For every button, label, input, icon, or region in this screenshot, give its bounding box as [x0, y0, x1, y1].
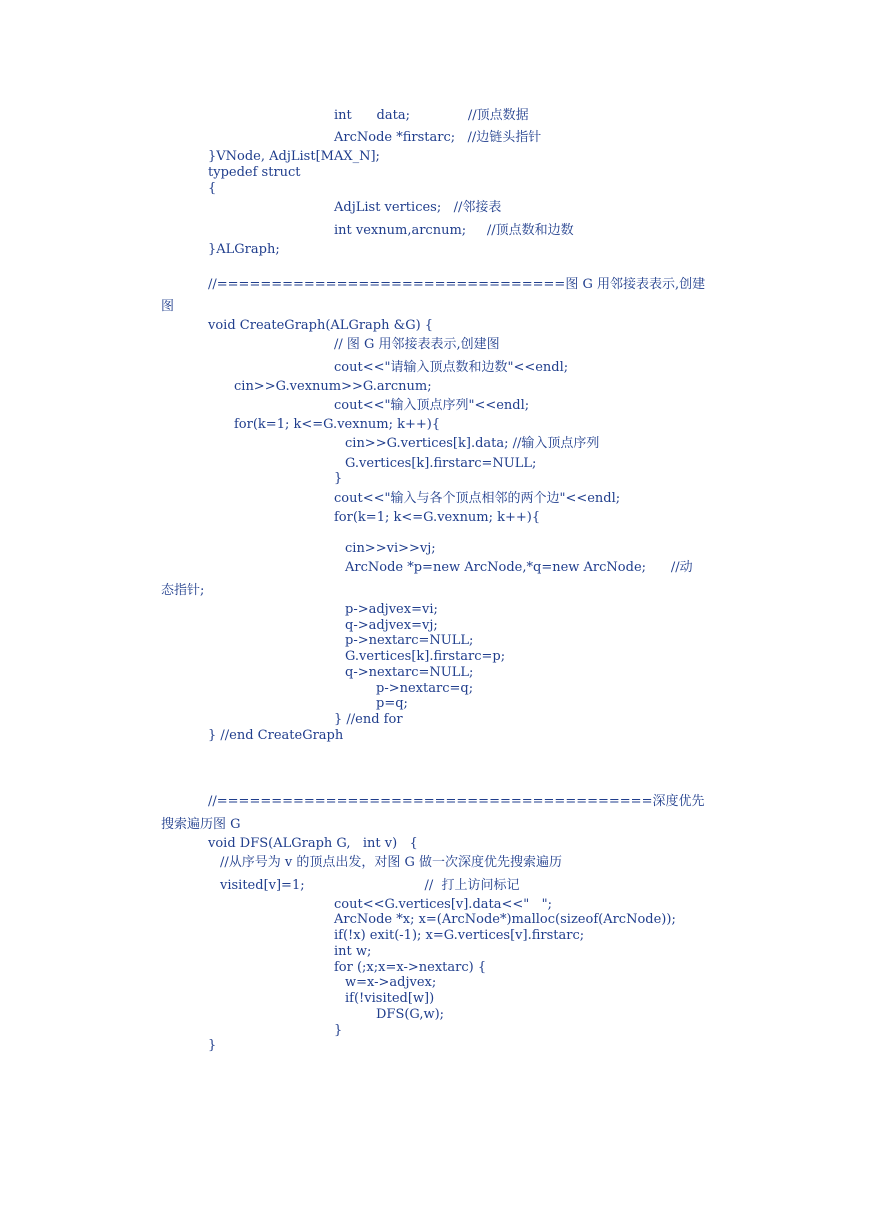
code-line: } — [334, 471, 343, 486]
code-line: AdjList vertices; //邻接表 — [334, 200, 502, 215]
code-line: for(k=1; k<=G.vexnum; k++){ — [334, 510, 541, 525]
code-line: for(k=1; k<=G.vexnum; k++){ — [234, 417, 441, 432]
code-line: cout<<"输入顶点序列"<<endl; — [334, 398, 530, 413]
code-line: } — [208, 1038, 217, 1053]
code-line: }ALGraph; — [208, 242, 280, 257]
comment-line: // 图 G 用邻接表表示,创建图 — [334, 337, 500, 352]
code-line: ArcNode *p=new ArcNode,*q=new ArcNode; //动 — [345, 560, 693, 575]
comment-line: 搜索遍历图 G — [161, 817, 241, 832]
code-line: } //end for — [334, 712, 403, 727]
code-line: int vexnum,arcnum; //顶点数和边数 — [334, 223, 574, 238]
code-line: if(!visited[w]) — [345, 991, 435, 1006]
code-line: w=x->adjvex; — [345, 975, 437, 990]
code-line: typedef struct — [208, 165, 301, 180]
code-line: cin>>G.vexnum>>G.arcnum; — [234, 379, 432, 394]
code-line: p->nextarc=q; — [376, 681, 474, 696]
code-line: cout<<G.vertices[v].data<<" "; — [334, 897, 553, 912]
code-line: cin>>vi>>vj; — [345, 541, 436, 556]
code-line: DFS(G,w); — [376, 1007, 445, 1022]
comment-line: //========================================深度优先 — [208, 794, 705, 809]
code-line: void DFS(ALGraph G, int v) { — [208, 836, 418, 851]
code-line: 态指针; — [161, 583, 205, 598]
code-line: p->adjvex=vi; — [345, 602, 438, 617]
code-line: { — [208, 181, 217, 196]
comment-line: 图 — [161, 299, 175, 314]
code-line: }VNode, AdjList[MAX_N]; — [208, 149, 380, 164]
code-line: for (;x;x=x->nextarc) { — [334, 960, 487, 975]
code-line: G.vertices[k].firstarc=NULL; — [345, 456, 537, 471]
code-line: p->nextarc=NULL; — [345, 633, 474, 648]
code-line: } — [334, 1023, 343, 1038]
code-line: void CreateGraph(ALGraph &G) { — [208, 318, 434, 333]
code-line: int w; — [334, 944, 372, 959]
code-line: q->nextarc=NULL; — [345, 665, 474, 680]
code-line: ArcNode *x; x=(ArcNode*)malloc(sizeof(ArcNode)); — [334, 912, 676, 927]
code-line: visited[v]=1; // 打上访问标记 — [220, 878, 520, 893]
code-line: G.vertices[k].firstarc=p; — [345, 649, 506, 664]
code-line: cin>>G.vertices[k].data; //输入顶点序列 — [345, 436, 600, 451]
code-line: cout<<"请输入顶点数和边数"<<endl; — [334, 360, 569, 375]
code-line: ArcNode *firstarc; //边链头指针 — [334, 130, 542, 145]
code-line: int data; //顶点数据 — [334, 108, 529, 123]
comment-line: //================================图 G 用邻接表表示,创建 — [208, 277, 706, 292]
code-line: if(!x) exit(-1); x=G.vertices[v].firstarc; — [334, 928, 585, 943]
code-line: q->adjvex=vj; — [345, 618, 438, 633]
code-line: p=q; — [376, 696, 408, 711]
code-line: } //end CreateGraph — [208, 728, 344, 743]
code-line: cout<<"输入与各个顶点相邻的两个边"<<endl; — [334, 491, 621, 506]
comment-line: //从序号为 v 的顶点出发，对图 G 做一次深度优先搜索遍历 — [220, 855, 563, 870]
